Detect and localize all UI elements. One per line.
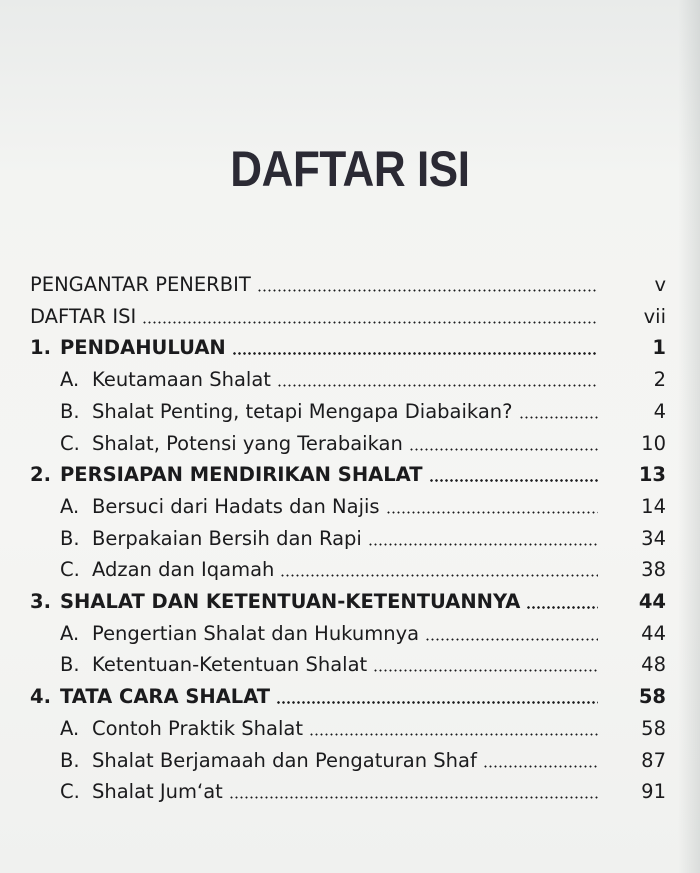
toc-page-number: 38	[641, 558, 666, 582]
toc-entry-label: Contoh Praktik Shalat	[92, 716, 303, 740]
toc-entry-label: DAFTAR ISI	[30, 304, 137, 328]
dot-leader	[526, 606, 598, 609]
toc-page-number: 58	[641, 716, 666, 740]
toc-page-number: 87	[641, 748, 666, 772]
toc-chapter-number: 1.	[30, 336, 51, 360]
toc-entry	[0, 746, 700, 776]
toc-entry-label: PERSIAPAN MENDIRIKAN SHALAT	[60, 463, 423, 487]
dot-leader	[309, 733, 598, 736]
toc-entry-label: Shalat Penting, tetapi Mengapa Diabaikan?	[92, 399, 513, 423]
toc-section-letter: C.	[60, 431, 80, 455]
dot-leader	[386, 511, 598, 514]
toc-section-letter: A.	[60, 716, 80, 740]
toc-entry-label: PENGANTAR PENERBIT	[30, 273, 251, 296]
toc-section-letter: B.	[60, 653, 80, 677]
toc-entry	[0, 492, 700, 522]
dot-leader	[483, 765, 598, 768]
dot-leader	[519, 416, 598, 419]
toc-entry	[0, 365, 700, 395]
toc-section-letter: B.	[60, 399, 80, 423]
toc-page-number: 58	[638, 685, 666, 709]
toc-entry	[0, 682, 700, 712]
toc-entry-label: Bersuci dari Hadats dan Najis	[92, 494, 380, 518]
toc-entry	[0, 650, 700, 680]
dot-leader	[373, 669, 598, 672]
dot-leader	[409, 448, 598, 451]
toc-section-letter: B.	[60, 748, 80, 772]
dot-leader	[142, 321, 598, 324]
dot-leader	[277, 384, 598, 387]
page-title: DAFTAR ISI	[230, 141, 470, 197]
toc-section-letter: A.	[60, 621, 80, 645]
toc-section-letter: C.	[60, 780, 80, 804]
toc-page-number: v	[654, 273, 666, 296]
toc-section-letter: C.	[60, 558, 80, 582]
dot-leader	[232, 352, 598, 355]
toc-page-number: 1	[652, 336, 666, 360]
toc-entry	[0, 714, 700, 744]
toc-entry-label: Adzan dan Iqamah	[92, 558, 275, 582]
toc-entry	[0, 397, 700, 427]
toc-entry-label: SHALAT DAN KETENTUAN-KETENTUANNYA	[60, 590, 521, 613]
toc-entry-label: Keutamaan Shalat	[92, 368, 271, 392]
toc-entry	[0, 524, 700, 554]
toc-entry-label: Pengertian Shalat dan Hukumnya	[92, 621, 420, 645]
toc-entry	[0, 333, 700, 363]
dot-leader	[425, 638, 598, 641]
toc-entry-label: TATA CARA SHALAT	[60, 685, 271, 709]
toc-section-letter: B.	[60, 526, 80, 550]
toc-entry	[0, 619, 700, 649]
toc-entry-label: Shalat Berjamaah dan Pengaturan Shaf	[92, 748, 477, 772]
toc-chapter-number: 4.	[30, 685, 51, 709]
toc-entry-label: Berpakaian Bersih dan Rapi	[92, 526, 362, 550]
toc-entry	[0, 429, 700, 459]
toc-entry	[0, 555, 700, 585]
dot-leader	[429, 479, 598, 482]
toc-page-number: vii	[643, 304, 666, 328]
toc-section-letter: A.	[60, 494, 80, 518]
toc-entry	[0, 270, 700, 300]
toc-page-number: 4	[653, 399, 666, 423]
toc-entry	[0, 460, 700, 490]
toc-entry	[0, 302, 700, 332]
toc-entry-label: Ketentuan-Ketentuan Shalat	[92, 653, 368, 677]
toc-entry-label: Shalat, Potensi yang Terabaikan	[92, 431, 403, 455]
toc-page-number: 13	[638, 463, 666, 487]
toc-page-number: 91	[641, 780, 666, 804]
dot-leader	[368, 543, 598, 546]
dot-leader	[280, 574, 598, 577]
toc-entry-label: Shalat Jum‘at	[92, 780, 223, 804]
dot-leader	[257, 289, 598, 292]
toc-page-number: 2	[653, 368, 666, 392]
toc-entry-label: PENDAHULUAN	[60, 336, 226, 360]
toc-page-number: 10	[641, 431, 666, 455]
toc-page-number: 48	[641, 653, 666, 677]
toc-page-number: 44	[638, 590, 666, 613]
toc-entry	[0, 587, 700, 617]
toc-page-number: 34	[641, 526, 666, 550]
toc-entry	[0, 777, 700, 807]
dot-leader	[229, 796, 598, 799]
toc-chapter-number: 2.	[30, 463, 51, 487]
toc-page-number: 14	[641, 494, 666, 518]
toc-chapter-number: 3.	[30, 590, 51, 613]
toc-section-letter: A.	[60, 368, 80, 392]
dot-leader	[276, 701, 598, 704]
toc-page-number: 44	[641, 621, 666, 645]
